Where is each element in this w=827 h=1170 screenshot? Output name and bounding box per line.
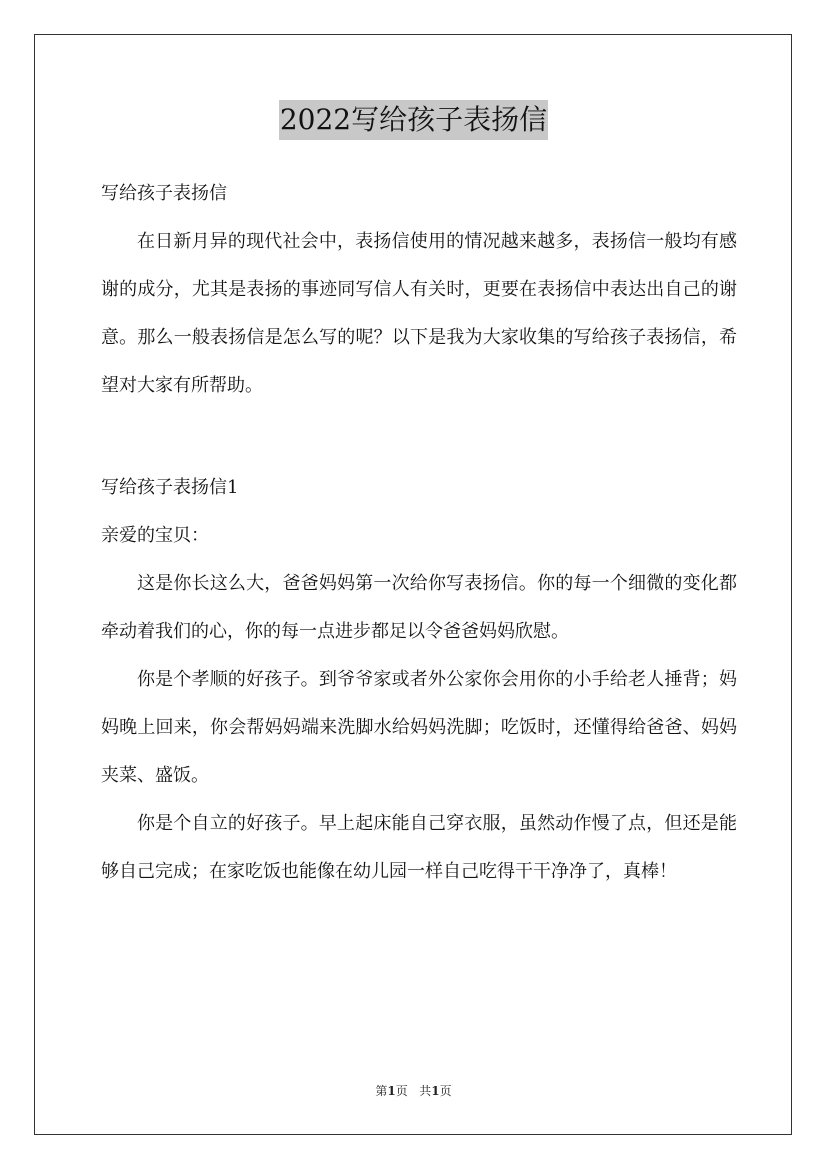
section-spacer [101,410,737,464]
section-title: 写给孩子表扬信1 [101,477,239,498]
total-number: 1 [431,1084,440,1098]
document-body [101,170,737,896]
title-container [0,100,827,140]
page-suffix: 页 [395,1084,408,1098]
body-paragraph-2: 你是个孝顺的好孩子。到爷爷家或者外公家你会用你的小手给老人捶背；妈妈晚上回来，你会帮妈妈端来洗脚水给妈妈洗脚；吃饭时，还懂得给爸爸、妈妈夹菜、盛饭。 [101,669,737,786]
page-prefix: 第 [375,1084,388,1098]
page-number: 1 [387,1084,396,1098]
salutation: 亲爱的宝贝： [101,525,209,546]
document-heading: 写给孩子表扬信 [101,183,227,204]
document-title: 2022写给孩子表扬信 [279,100,548,140]
page-footer [0,1083,827,1099]
total-prefix: 共 [419,1084,432,1098]
body-paragraph-1: 这是你长这么大，爸爸妈妈第一次给你写表扬信。你的每一个细微的变化都牵动着我们的心，你的每一点进步都足以令爸爸妈妈欣慰。 [101,573,737,642]
total-suffix: 页 [439,1084,452,1098]
intro-paragraph: 在日新月异的现代社会中，表扬信使用的情况越来越多，表扬信一般均有感谢的成分，尤其是表扬的事迹同写信人有关时，更要在表扬信中表达出自己的谢意。那么一般表扬信是怎么写的呢？以下是我为大家收集的写给孩子表扬信，希望对大家有所帮助。 [101,231,737,396]
body-paragraph-3: 你是个自立的好孩子。早上起床能自己穿衣服，虽然动作慢了点，但还是能够自己完成；在家吃饭也能像在幼儿园一样自己吃得干干净净了，真棒！ [101,813,737,882]
